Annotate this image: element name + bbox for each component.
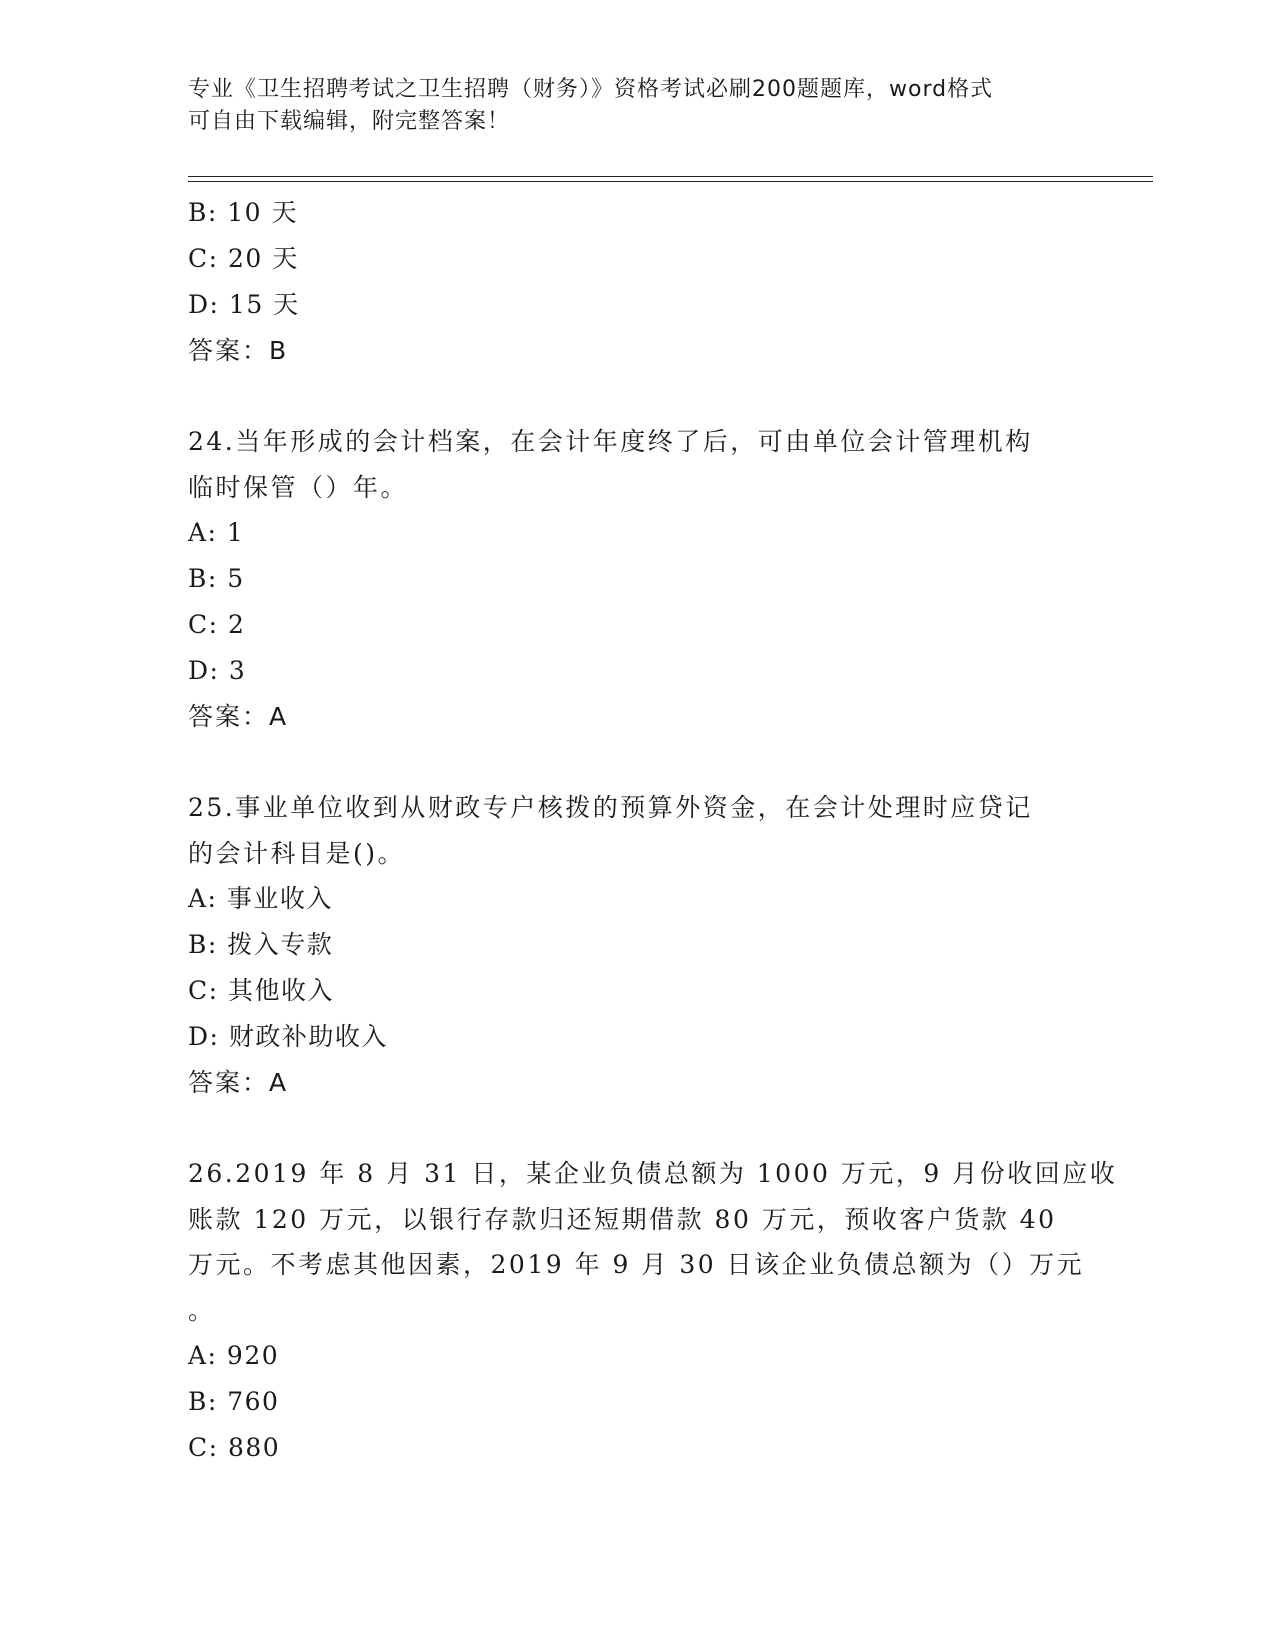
header-line-2: 可自由下载编辑，附完整答案！ bbox=[188, 109, 511, 134]
question-text bbox=[188, 1151, 1118, 1333]
option-c: C: 2 bbox=[188, 610, 246, 639]
header-divider-bottom bbox=[188, 181, 1153, 182]
question-text-line: 26.2019 年 8 月 31 日，某企业负债总额为 1000 万元，9 月份收回应收 bbox=[188, 1159, 1118, 1188]
answer-line: 答案：A bbox=[188, 702, 289, 731]
option-c: C: 20 天 bbox=[188, 244, 299, 273]
option-b: B: 10 天 bbox=[188, 198, 298, 227]
question-text bbox=[188, 785, 1093, 876]
question-text-line: 25.事业单位收到从财政专户核拨的预算外资金，在会计处理时应贷记 bbox=[188, 793, 1033, 822]
option-d: D: 财政补助收入 bbox=[188, 1022, 388, 1051]
question-26 bbox=[188, 1151, 1118, 1471]
question-text-line: 临时保管（）年。 bbox=[188, 472, 409, 502]
option-c: C: 其他收入 bbox=[188, 976, 334, 1005]
question-text-line: 的会计科目是()。 bbox=[188, 838, 406, 868]
document-body bbox=[188, 190, 1118, 1471]
question-24 bbox=[188, 419, 1088, 740]
question-text-line: 。 bbox=[188, 1295, 216, 1325]
question-text bbox=[188, 419, 1093, 510]
option-c: C: 880 bbox=[188, 1433, 281, 1462]
answer-line: 答案：B bbox=[188, 336, 289, 365]
previous-question bbox=[188, 190, 1088, 374]
option-b: B: 5 bbox=[188, 564, 245, 593]
question-25 bbox=[188, 785, 1088, 1106]
option-b: B: 拨入专款 bbox=[188, 930, 334, 959]
header-divider-top bbox=[188, 176, 1153, 177]
option-a: A: 920 bbox=[188, 1341, 280, 1370]
question-text-line: 24.当年形成的会计档案，在会计年度终了后，可由单位会计管理机构 bbox=[188, 427, 1033, 456]
option-a: A: 事业收入 bbox=[188, 884, 333, 913]
document-header bbox=[188, 74, 1088, 138]
option-d: D: 3 bbox=[188, 656, 247, 685]
header-line-1: 专业《卫生招聘考试之卫生招聘（财务）》资格考试必刷200题题库，word格式 bbox=[188, 77, 994, 102]
option-d: D: 15 天 bbox=[188, 290, 300, 319]
option-b: B: 760 bbox=[188, 1387, 280, 1416]
question-text-line: 账款 120 万元，以银行存款归还短期借款 80 万元，预收客户货款 40 bbox=[188, 1204, 1057, 1234]
question-text-line: 万元。不考虑其他因素，2019 年 9 月 30 日该企业负债总额为（）万元 bbox=[188, 1250, 1085, 1279]
answer-line: 答案：A bbox=[188, 1068, 289, 1097]
option-a: A: 1 bbox=[188, 518, 245, 547]
